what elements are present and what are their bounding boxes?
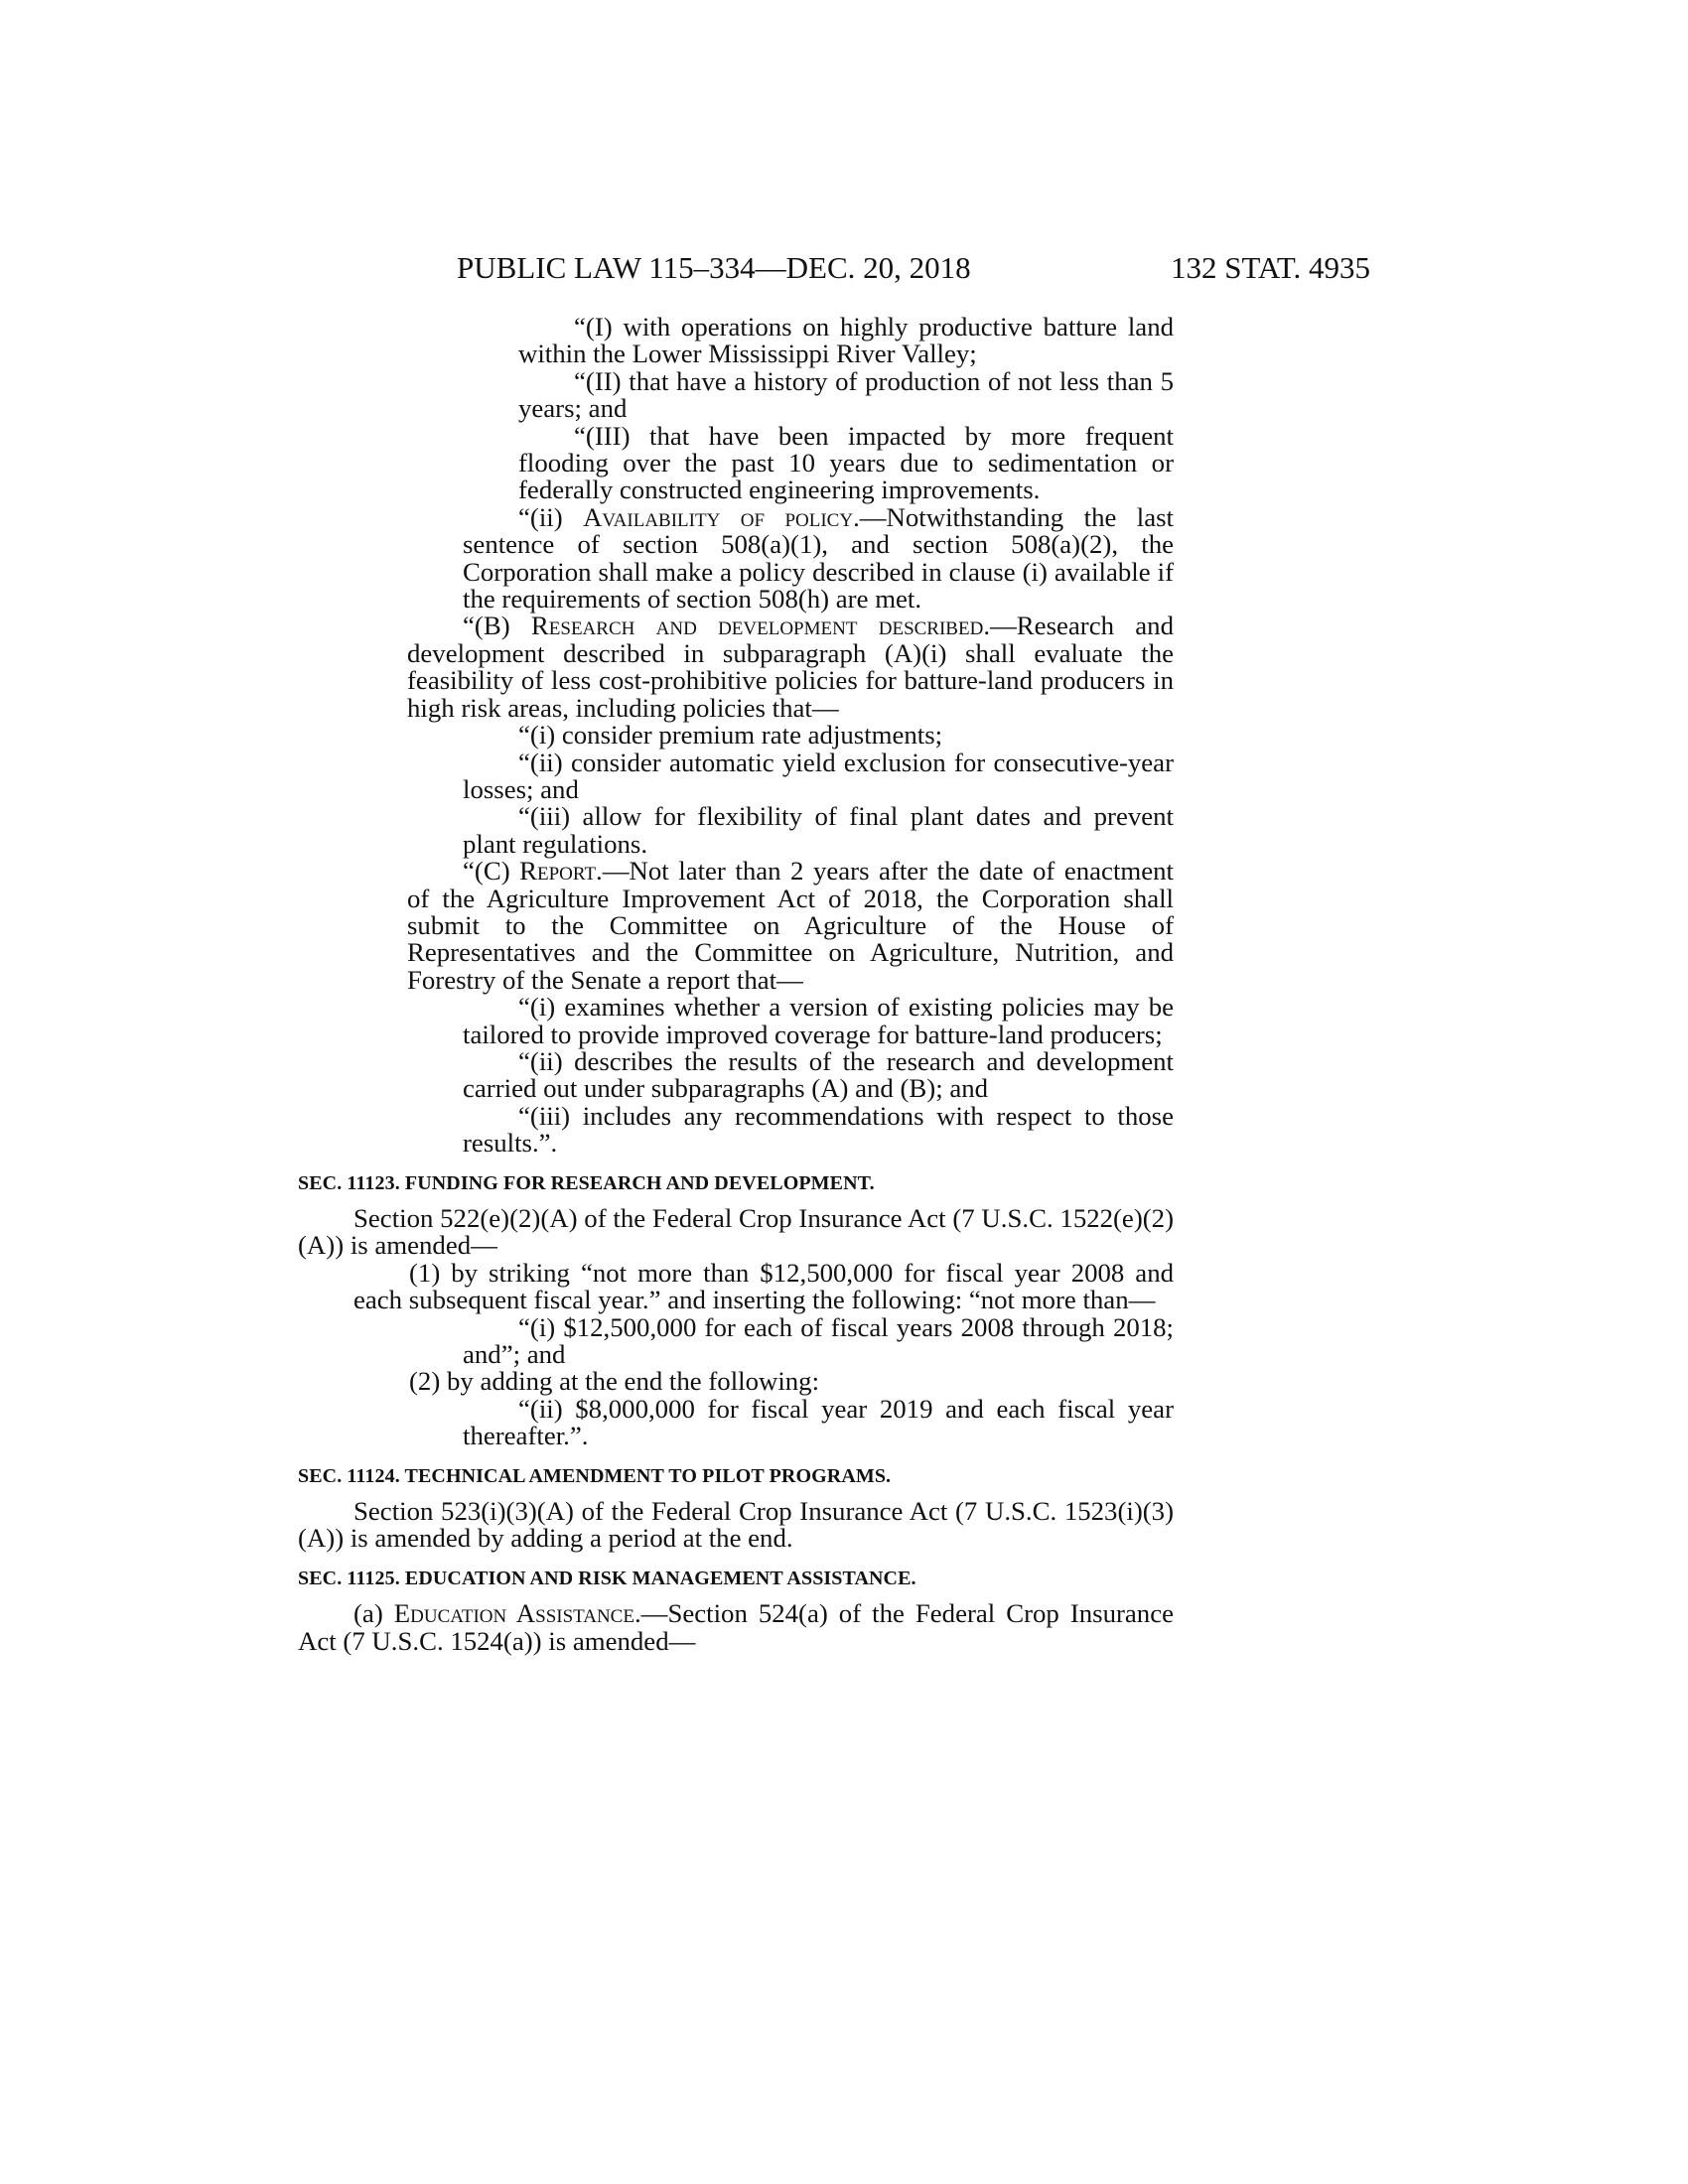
subsection-prefix: (a) xyxy=(353,1598,394,1629)
subparagraph-heading: Research and development described xyxy=(530,611,984,641)
subclause-I: “(I) with operations on highly productive batture land within the Lower Mississippi River Valley; xyxy=(518,312,1174,369)
clause-ii-yield: “(ii) consider automatic yield exclusion for consecutive-year losses; and xyxy=(463,747,1174,804)
subsection-a-education xyxy=(298,1600,1174,1655)
clause-prefix: “(ii) xyxy=(518,501,584,532)
subparagraph-prefix: “(C) xyxy=(463,856,520,887)
section-heading-11125: SEC. 11125. EDUCATION AND RISK MANAGEMENT ASSISTANCE. xyxy=(298,1567,916,1589)
clause-i-examines: “(i) examines whether a version of existing policies may be tailored to provide improved coverage for batture-land producers; xyxy=(463,992,1174,1049)
clause-text: .—Notwithstanding the last sentence of section 508(a)(1), and section 508(a)(2), the Corporation shall make a policy described in clause (i) available if the requirements of section 508(h) are met. xyxy=(463,501,1174,614)
section-heading-11123: SEC. 11123. FUNDING FOR RESEARCH AND DEVELOPMENT. xyxy=(298,1171,875,1194)
subparagraph-heading: Report xyxy=(519,856,597,887)
subparagraph-text: .—Not later than 2 years after the date of enactment of the Agriculture Improvement Act of 2018, the Corporation shall submit to the Committee on Agriculture of the House of Representatives and the Committee on Agriculture, Nutrition, and Forestry of the Senate a report that— xyxy=(407,856,1174,995)
subsection-heading: Education Assistance xyxy=(393,1598,634,1629)
header-citation: PUBLIC LAW 115–334—DEC. 20, 2018 xyxy=(457,250,971,285)
subsection-text: .—Section 524(a) of the Federal Crop Insurance Act (7 U.S.C. 1524(a)) is amended— xyxy=(298,1598,1174,1656)
clause-ii-availability xyxy=(407,501,1174,614)
header-page-number: 132 STAT. 4935 xyxy=(1170,250,1370,285)
subparagraph-C xyxy=(407,858,1174,994)
subparagraph-B xyxy=(407,613,1174,722)
section-heading-11124: SEC. 11124. TECHNICAL AMENDMENT TO PILOT PROGRAMS. xyxy=(298,1464,892,1487)
clause-iii-flexibility: “(iii) allow for flexibility of final plant dates and prevent plant regulations. xyxy=(463,801,1174,859)
subclause-II: “(II) that have a history of production of not less than 5 years; and xyxy=(518,365,1174,424)
running-header xyxy=(457,246,1370,290)
subparagraph-text: .—Research and development described in subparagraph (A)(i) shall evaluate the feasibility of less cost-prohibitive policies for batture-land producers in high risk areas, including policies that— xyxy=(407,611,1174,723)
paragraph-2-adding: (2) by adding at the end the following: xyxy=(409,1366,820,1397)
clause-iii-includes: “(iii) includes any recommendations with respect to those results.”. xyxy=(463,1100,1174,1159)
clause-heading: Availability of policy xyxy=(583,501,854,532)
section-11123-intro: Section 522(e)(2)(A) of the Federal Crop Insurance Act (7 U.S.C. 1522(e)(2)(A)) is amended— xyxy=(298,1203,1174,1261)
document-body xyxy=(298,312,1174,1656)
subclause-III: “(III) that have been impacted by more frequent flooding over the past 10 years due to sedimentation or federally constructed engineering improvements. xyxy=(518,420,1174,505)
clause-i-funding: “(i) $12,500,000 for each of fiscal years 2008 through 2018; and”; and xyxy=(463,1311,1174,1370)
section-11124-text: Section 523(i)(3)(A) of the Federal Crop Insurance Act (7 U.S.C. 1523(i)(3)(A)) is amended by adding a period at the end. xyxy=(298,1496,1174,1554)
clause-ii-describes: “(ii) describes the results of the research and development carried out under subparagraphs (A) and (B); and xyxy=(463,1045,1174,1104)
clause-i-premium: “(i) consider premium rate adjustments; xyxy=(518,720,943,751)
clause-ii-funding: “(ii) $8,000,000 for fiscal year 2019 and each fiscal year thereafter.”. xyxy=(463,1393,1174,1451)
subparagraph-prefix: “(B) xyxy=(463,611,531,641)
paragraph-1-striking: (1) by striking “not more than $12,500,000 for fiscal year 2008 and each subsequent fiscal year.” and inserting the following: “not more than— xyxy=(353,1257,1174,1315)
